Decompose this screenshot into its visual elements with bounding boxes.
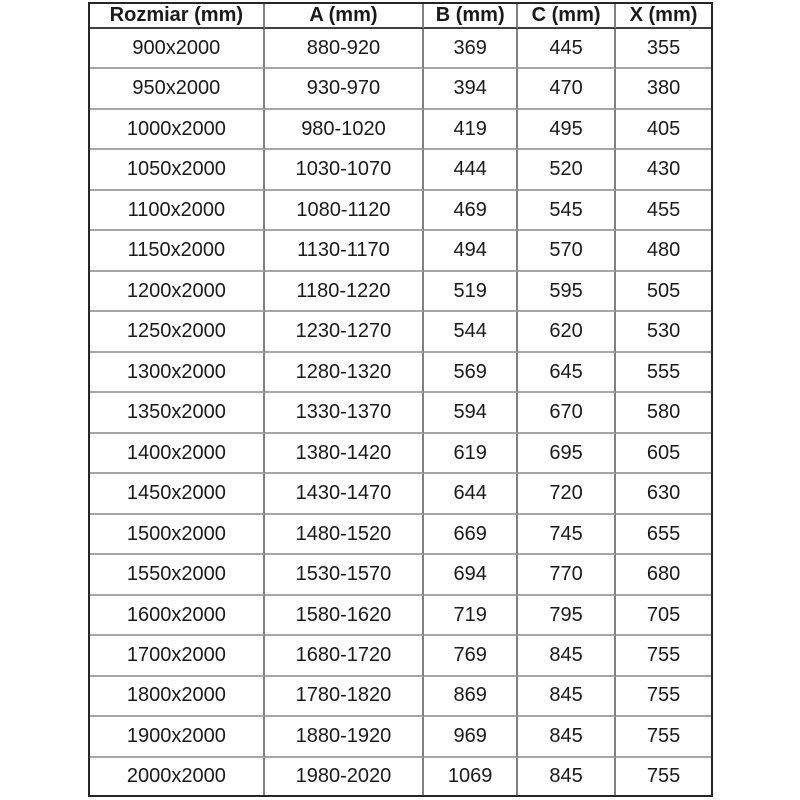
- table-row: [90, 150, 711, 190]
- table-row: [90, 596, 711, 636]
- table-row: [90, 636, 711, 676]
- table-cell: 845: [518, 636, 616, 676]
- table-cell: 1050x2000: [90, 150, 265, 190]
- table-cell: 495: [518, 110, 616, 150]
- table-cell: 595: [518, 272, 616, 312]
- table-cell: 845: [518, 677, 616, 717]
- table-cell: 605: [616, 434, 711, 474]
- table-cell: 1230-1270: [265, 312, 425, 352]
- table-cell: 655: [616, 515, 711, 555]
- table-row: [90, 555, 711, 595]
- table-cell: 880-920: [265, 29, 425, 69]
- table-cell: 1600x2000: [90, 596, 265, 636]
- table-row: [90, 758, 711, 795]
- table-cell: 1350x2000: [90, 393, 265, 433]
- column-header: X (mm): [616, 4, 711, 29]
- table-cell: 1800x2000: [90, 677, 265, 717]
- table-cell: 1330-1370: [265, 393, 425, 433]
- table-cell: 670: [518, 393, 616, 433]
- size-table-header: [90, 4, 711, 29]
- table-cell: 1430-1470: [265, 474, 425, 514]
- table-cell: 1200x2000: [90, 272, 265, 312]
- table-cell: 645: [518, 353, 616, 393]
- size-table: [88, 2, 713, 797]
- table-cell: 930-970: [265, 69, 425, 109]
- table-cell: 494: [424, 231, 518, 271]
- table-cell: 580: [616, 393, 711, 433]
- table-cell: 1980-2020: [265, 758, 425, 795]
- table-cell: 1880-1920: [265, 717, 425, 757]
- table-cell: 950x2000: [90, 69, 265, 109]
- table-cell: 555: [616, 353, 711, 393]
- table-cell: 1530-1570: [265, 555, 425, 595]
- table-cell: 380: [616, 69, 711, 109]
- size-table-container: [88, 2, 713, 797]
- table-cell: 755: [616, 717, 711, 757]
- table-cell: 1550x2000: [90, 555, 265, 595]
- table-cell: 394: [424, 69, 518, 109]
- table-row: [90, 312, 711, 352]
- table-cell: 1150x2000: [90, 231, 265, 271]
- table-cell: 520: [518, 150, 616, 190]
- table-cell: 695: [518, 434, 616, 474]
- table-cell: 969: [424, 717, 518, 757]
- table-row: [90, 515, 711, 555]
- table-row: [90, 717, 711, 757]
- table-cell: 569: [424, 353, 518, 393]
- table-cell: 570: [518, 231, 616, 271]
- table-cell: 694: [424, 555, 518, 595]
- table-row: [90, 434, 711, 474]
- table-cell: 430: [616, 150, 711, 190]
- table-cell: 419: [424, 110, 518, 150]
- table-cell: 1100x2000: [90, 191, 265, 231]
- table-cell: 594: [424, 393, 518, 433]
- table-cell: 1500x2000: [90, 515, 265, 555]
- table-cell: 1130-1170: [265, 231, 425, 271]
- table-cell: 355: [616, 29, 711, 69]
- table-cell: 869: [424, 677, 518, 717]
- table-cell: 1300x2000: [90, 353, 265, 393]
- table-cell: 755: [646, 764, 681, 787]
- table-row: [90, 393, 711, 433]
- table-cell: 1280-1320: [265, 353, 425, 393]
- table-cell: 705: [616, 596, 711, 636]
- table-cell: 845: [518, 717, 616, 757]
- table-cell: 745: [518, 515, 616, 555]
- size-table-body: [90, 29, 711, 795]
- table-row: [90, 677, 711, 717]
- table-row: [90, 474, 711, 514]
- table-cell: 1180-1220: [265, 272, 425, 312]
- table-cell: 1700x2000: [90, 636, 265, 676]
- table-cell: 755: [616, 636, 711, 676]
- table-cell: 619: [424, 434, 518, 474]
- table-cell: 544: [424, 312, 518, 352]
- table-cell: 980-1020: [265, 110, 425, 150]
- table-cell: 630: [616, 474, 711, 514]
- table-cell: 2000x2000: [90, 758, 265, 795]
- table-row: [90, 231, 711, 271]
- table-cell: 680: [616, 555, 711, 595]
- table-cell: 1000x2000: [90, 110, 265, 150]
- table-cell: 445: [518, 29, 616, 69]
- table-cell: 620: [518, 312, 616, 352]
- table-cell: 1380-1420: [265, 434, 425, 474]
- table-row: [90, 29, 711, 69]
- table-cell: 755: [616, 677, 711, 717]
- table-cell: 1680-1720: [265, 636, 425, 676]
- table-cell: 1250x2000: [90, 312, 265, 352]
- table-row: [90, 353, 711, 393]
- table-cell: 1069: [424, 758, 518, 795]
- table-cell: 455: [616, 191, 711, 231]
- table-cell: 470: [518, 69, 616, 109]
- table-cell: 769: [424, 636, 518, 676]
- table-cell: 1450x2000: [90, 474, 265, 514]
- table-cell: 1030-1070: [265, 150, 425, 190]
- table-row: [90, 110, 711, 150]
- column-header: Rozmiar (mm): [90, 4, 265, 29]
- table-cell: 1080-1120: [265, 191, 425, 231]
- table-cell: 444: [424, 150, 518, 190]
- table-cell: 405: [616, 110, 711, 150]
- table-cell: 770: [518, 555, 616, 595]
- table-cell: 545: [518, 191, 616, 231]
- table-cell: 644: [424, 474, 518, 514]
- table-cell: 1900x2000: [90, 717, 265, 757]
- table-cell: 505: [616, 272, 711, 312]
- table-row: [90, 191, 711, 231]
- table-cell: 845: [518, 758, 616, 795]
- column-header: C (mm): [518, 4, 616, 29]
- table-cell: 719: [424, 596, 518, 636]
- table-cell: 669: [424, 515, 518, 555]
- table-cell: 469: [424, 191, 518, 231]
- table-row: [90, 272, 711, 312]
- table-cell: 1780-1820: [265, 677, 425, 717]
- table-cell: 1580-1620: [265, 596, 425, 636]
- table-cell: 900x2000: [90, 29, 265, 69]
- column-header: A (mm): [265, 4, 425, 29]
- table-cell: 1480-1520: [265, 515, 425, 555]
- table-cell: 1400x2000: [90, 434, 265, 474]
- table-cell: 519: [424, 272, 518, 312]
- table-row: [90, 69, 711, 109]
- column-header: B (mm): [424, 4, 518, 29]
- header-row: [90, 4, 711, 29]
- table-cell: 369: [424, 29, 518, 69]
- table-cell: 480: [616, 231, 711, 271]
- table-cell: 720: [518, 474, 616, 514]
- table-cell: 530: [616, 312, 711, 352]
- table-cell: 795: [518, 596, 616, 636]
